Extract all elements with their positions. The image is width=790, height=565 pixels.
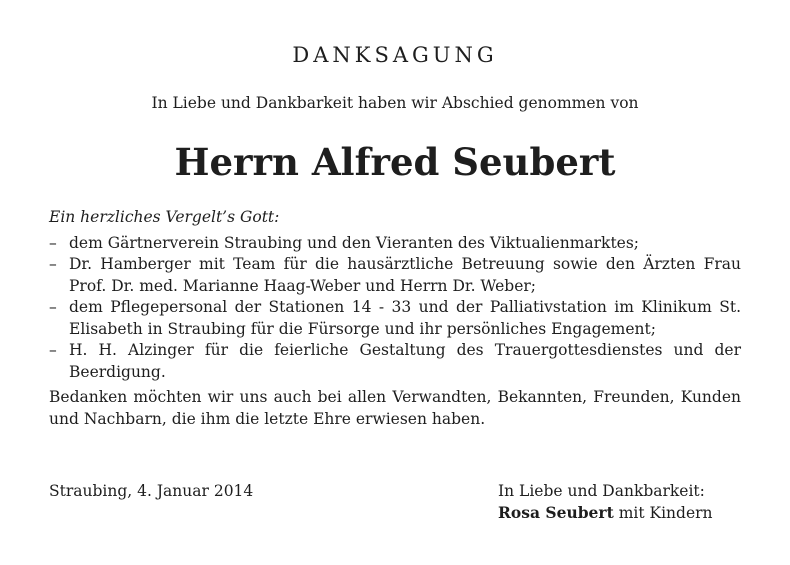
deceased-name: Herrn Alfred Seubert	[174, 140, 616, 184]
list-item	[49, 340, 741, 383]
intro-line: In Liebe und Dankbarkeit haben wir Abschied genommen von	[151, 94, 639, 112]
thanks-list	[49, 233, 741, 384]
dash-marker: –	[49, 233, 57, 252]
list-item-text: dem Gärtnerverein Straubing und den Vieranten des Viktualienmarktes;	[69, 233, 640, 252]
notice-heading: DANKSAGUNG	[292, 43, 498, 67]
dash-marker: –	[49, 341, 57, 359]
list-item	[49, 254, 741, 297]
list-item-text: H. H. Alzinger für die feierliche Gestaltung des Trauergottesdienstes und der Beerdigung.	[69, 341, 741, 381]
signature-block	[498, 481, 713, 524]
place-date: Straubing, 4. Januar 2014	[49, 482, 254, 500]
dash-marker: –	[49, 255, 57, 273]
signoff-line: In Liebe und Dankbarkeit:	[498, 482, 705, 500]
signer-name: Rosa Seubert	[498, 503, 614, 522]
dash-marker: –	[49, 298, 57, 316]
list-item	[49, 233, 741, 255]
list-item-text: dem Pflegepersonal der Stationen 14 - 33 und der Palliativstation im Klinikum St. Elisabeth in Straubing für die Fürsorge und ihr persönliches Engagement;	[69, 298, 741, 338]
closing-paragraph: Bedanken möchten wir uns auch bei allen Verwandten, Bekannten, Freunden, Kunden und Nachbarn, die ihm die letzte Ehre erwiesen haben.	[49, 388, 741, 428]
list-item	[49, 297, 741, 340]
thanks-lead: Ein herzliches Vergelt’s Gott:	[49, 208, 280, 226]
thanks-body	[49, 207, 741, 430]
signer-line	[498, 502, 713, 524]
list-item-text: Dr. Hamberger mit Team für die hausärztliche Betreuung sowie den Ärzten Frau Prof. Dr. med. Marianne Haag-Weber und Herrn Dr. Weber;	[69, 255, 741, 295]
signer-suffix: mit Kindern	[618, 504, 713, 522]
